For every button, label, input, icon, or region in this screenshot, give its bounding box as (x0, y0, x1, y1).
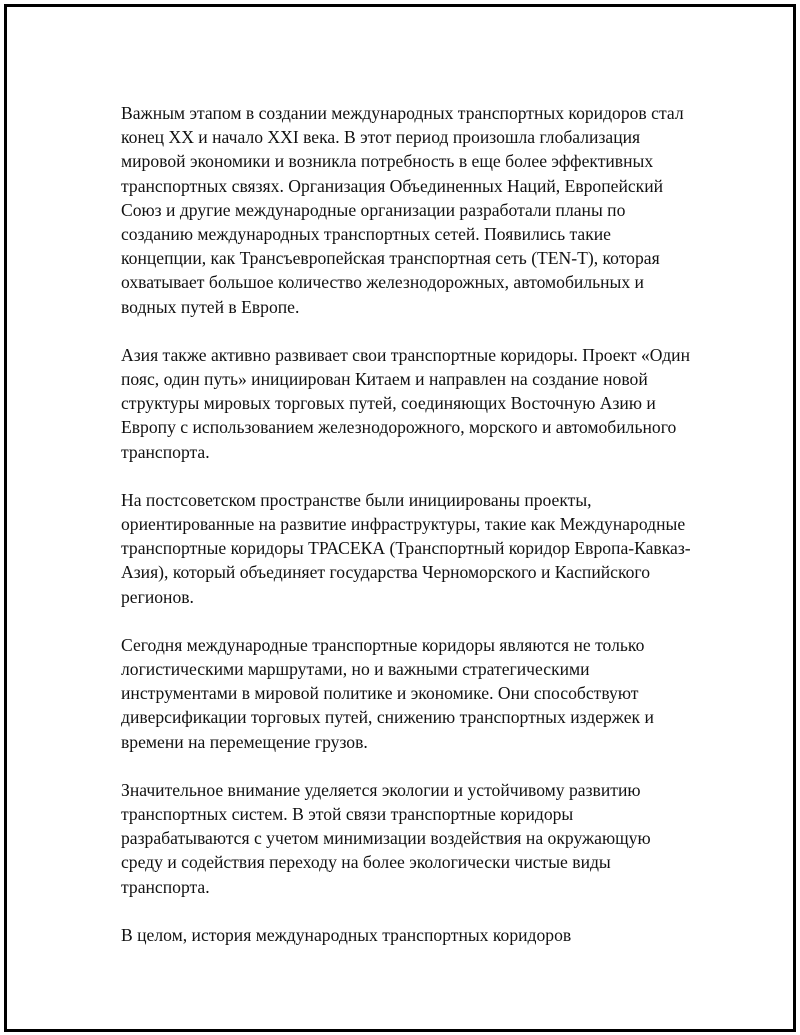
document-page (4, 4, 796, 1032)
document-body (121, 101, 691, 947)
paragraph: На постсоветском пространстве были инициированы проекты, ориентированные на развитие инфраструктуры, такие как Международные транспортные коридоры ТРАСЕКА (Транспортный коридор Европа-Кавказ-Азия), который объединяет государства Черноморского и Каспийского регионов. (121, 489, 691, 607)
paragraph: В целом, история международных транспортных коридоров (121, 924, 572, 945)
paragraph: Значительное внимание уделяется экологии и устойчивому развитию транспортных систем. В этой связи транспортные коридоры разрабатываются с учетом минимизации воздействия на окружающую среду и содействия переходу на более экологически чистые виды транспорта. (121, 779, 651, 897)
paragraph: Азия также активно развивает свои транспортные коридоры. Проект «Один пояс, один путь» инициирован Китаем и направлен на создание новой структуры мировых торговых путей, соединяющих Восточную Азию и Европу с использованием железнодорожного, морского и автомобильного транспорта. (121, 344, 691, 462)
paragraph: Важным этапом в создании международных транспортных коридоров стал конец XX и начало XXI века. В этот период произошла глобализация мировой экономики и возникла потребность в еще более эффективных транспортных связях. Организация Объединенных Наций, Европейский Союз и другие международные организации разработали планы по созданию международных транспортных сетей. Появились такие концепции, как Трансъевропейская транспортная сеть (TEN-T), которая охватывает большое количество железнодорожных, автомобильных и водных путей в Европе. (121, 103, 684, 317)
paragraph: Сегодня международные транспортные коридоры являются не только логистическими маршрутами, но и важными стратегическими инструментами в мировой политике и экономике. Они способствуют диверсификации торговых путей, снижению транспортных издержек и времени на перемещение грузов. (121, 634, 654, 752)
